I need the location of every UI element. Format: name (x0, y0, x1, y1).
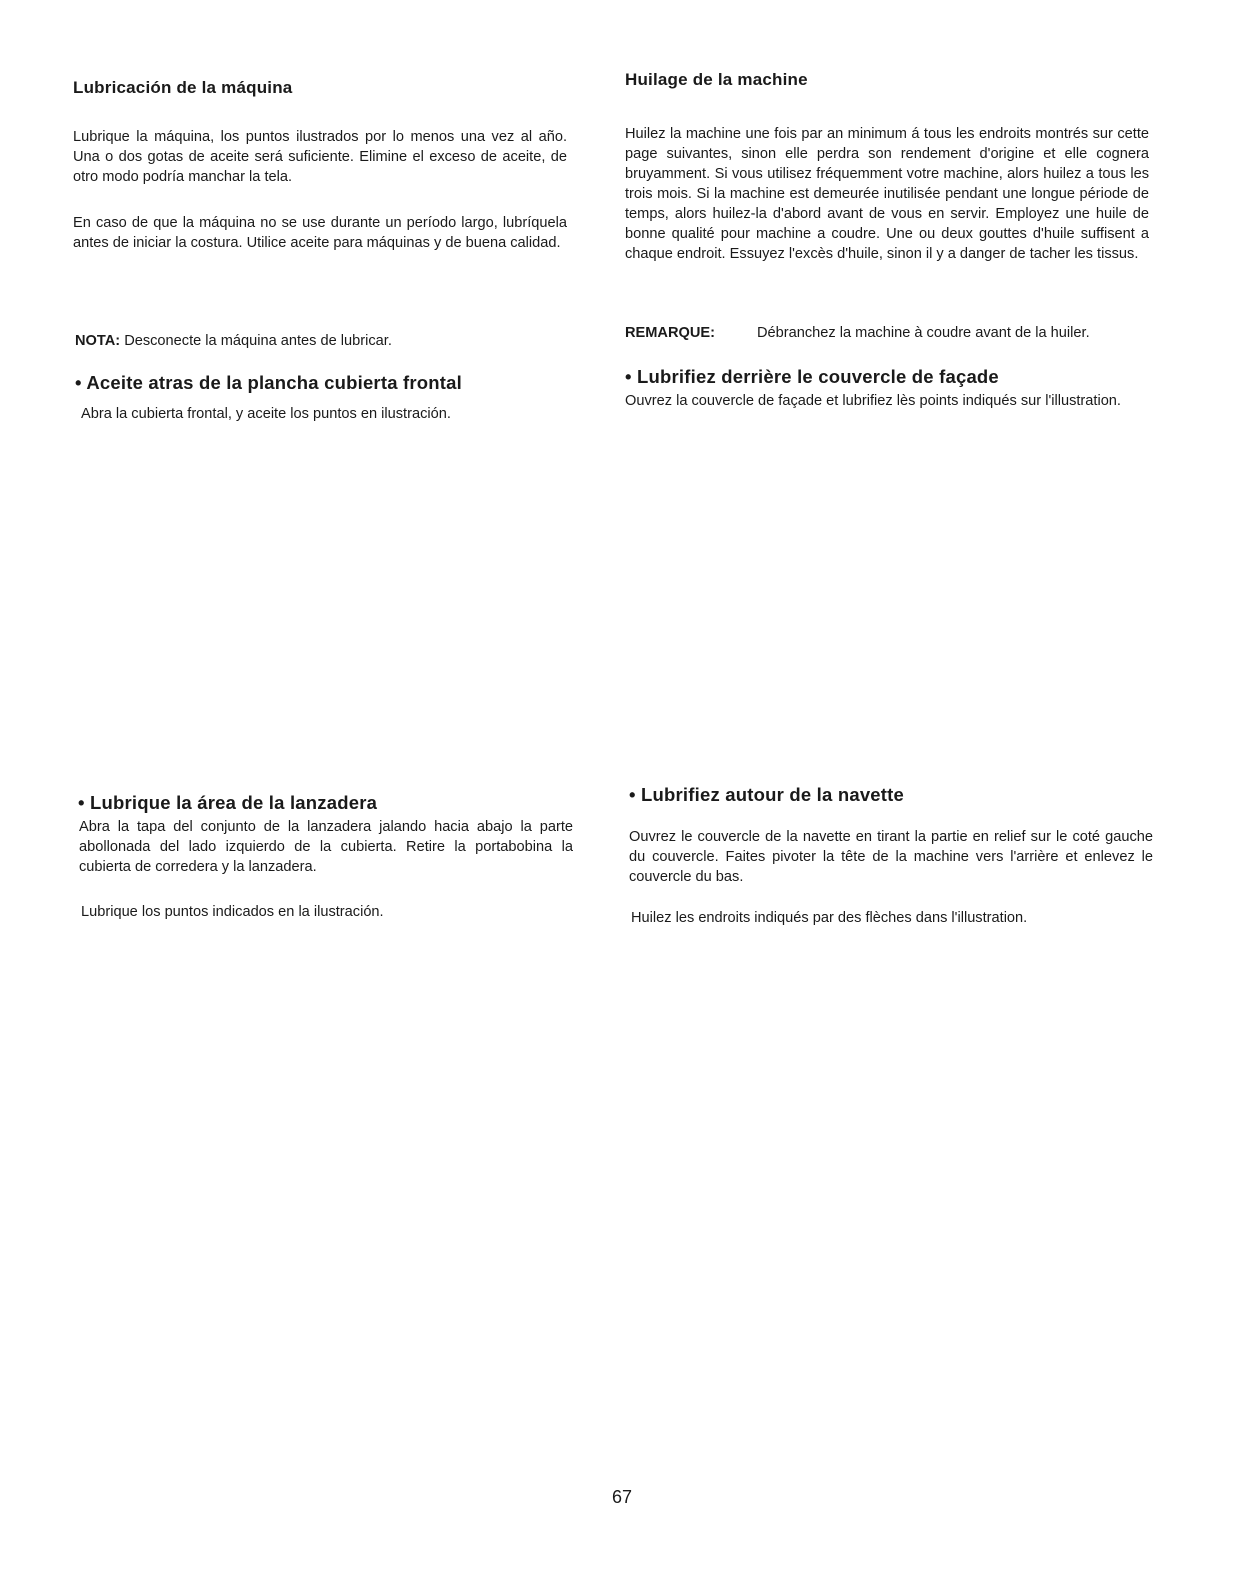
right-section-2-text-1: Ouvrez le couvercle de la navette en tirant la partie en relief sur le coté gauche du couvercle. Faites pivoter la tête de la machine vers l'arrière et enlevez le couvercle du bas. (629, 829, 1153, 885)
left-section-1-text: Abra la cubierta frontal, y aceite los puntos en ilustración. (81, 406, 451, 422)
left-para-1: Lubrique la máquina, los puntos ilustrados por lo menos una vez al año. Una o dos gotas de aceite será suficiente. Elimine el exceso de aceite, de otro modo podría manchar la tela. (73, 129, 567, 185)
left-para-2: En caso de que la máquina no se use durante un período largo, lubríquela antes de iniciar la costura. Utilice aceite para máquinas y de buena calidad. (73, 215, 567, 251)
remark-label: REMARQUE: (625, 325, 715, 341)
page-number: 67 (611, 1487, 633, 1507)
note-text: Desconecte la máquina antes de lubricar. (124, 333, 392, 349)
right-section-2-title: • Lubrifiez autour de la navette (629, 784, 905, 805)
remark-text: Débranchez la machine à coudre avant de la huiler. (757, 325, 1090, 341)
right-title: Huilage de la machine (625, 70, 808, 89)
left-note (75, 331, 569, 351)
right-section-1-text: Ouvrez la couvercle de façade et lubrifiez lès points indiqués sur l'illustration. (625, 393, 1121, 409)
left-title: Lubricación de la máquina (73, 78, 293, 97)
right-para-1: Huilez la machine une fois par an minimum á tous les endroits montrés sur cette page suivantes, sinon elle perdra son rendement d'origine et elle cognera bruyamment. Si vous utilisez fréquemment votre machine, alors huilez a tous les trois mois. Si la machine est demeurée inutilisée pendant une longue période de temps, alors huilez-la d'abord avant de vous en servir. Employez une huile de bonne qualité pour machine a coudre. Une ou deux gouttes d'huile suffisent a chaque endroit. Essuyez l'excès d'huile, sinon il y a danger de tacher les tissus. (625, 126, 1149, 262)
right-section-2-text-2: Huilez les endroits indiqués par des flèches dans l'illustration. (631, 910, 1028, 926)
right-section-1-title: • Lubrifiez derrière le couvercle de façade (625, 366, 999, 387)
note-label: NOTA: (75, 333, 121, 349)
left-section-2-text-2: Lubrique los puntos indicados en la ilustración. (81, 904, 384, 920)
right-remark (625, 323, 1149, 343)
left-section-2-text-1: Abra la tapa del conjunto de la lanzadera jalando hacia abajo la parte abollonada del lado izquierdo de la cubierta. Retire la portabobina la cubierta de corredera y la lanzadera. (79, 819, 573, 875)
left-section-2-title: • Lubrique la área de la lanzadera (78, 792, 378, 813)
left-section-1-title: • Aceite atras de la plancha cubierta frontal (75, 372, 462, 393)
